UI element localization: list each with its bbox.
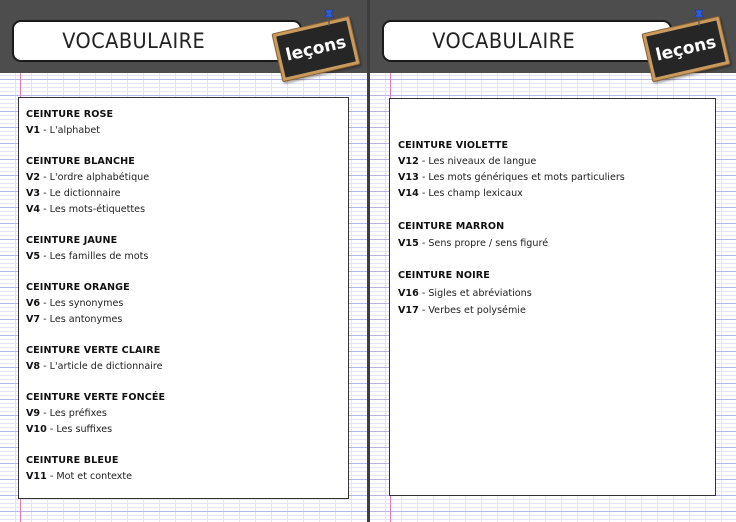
list-item: V1 - L'alphabet	[26, 125, 101, 136]
list-item: V17 - Verbes et polysémie	[398, 305, 526, 316]
list-item: V13 - Les mots génériques et mots particuliers	[398, 172, 625, 183]
section-heading: CEINTURE NOIRE	[398, 270, 490, 281]
lesson-list-box	[389, 98, 716, 496]
list-item: V11 - Mot et contexte	[26, 471, 133, 482]
page-title: VOCABULAIRE	[432, 29, 576, 53]
section-heading: CEINTURE BLANCHE	[26, 156, 135, 167]
lesson-page-right	[370, 0, 736, 522]
chalkboard-label: leçons	[283, 32, 349, 66]
list-item: V16 - Sigles et abréviations	[398, 288, 532, 299]
page-header	[0, 0, 367, 73]
lesson-list-box	[18, 97, 349, 499]
page-header	[370, 0, 736, 73]
page-title: VOCABULAIRE	[62, 29, 206, 53]
section-heading: CEINTURE ORANGE	[26, 282, 130, 293]
list-item: V2 - L'ordre alphabétique	[26, 172, 150, 183]
list-item: V6 - Les synonymes	[26, 298, 124, 309]
pushpin-icon	[322, 8, 336, 26]
pushpin-icon	[692, 8, 706, 26]
list-item: V9 - Les préfixes	[26, 408, 107, 419]
list-item: V5 - Les familles de mots	[26, 251, 149, 262]
list-item: V8 - L'article de dictionnaire	[26, 361, 163, 372]
section-heading: CEINTURE VERTE CLAIRE	[26, 345, 161, 356]
list-item: V12 - Les niveaux de langue	[398, 156, 537, 167]
lesson-page-left	[0, 0, 367, 522]
page-title-box	[12, 20, 302, 62]
chalkboard-label: leçons	[653, 32, 719, 66]
list-item: V14 - Les champ lexicaux	[398, 188, 523, 199]
section-heading: CEINTURE VIOLETTE	[398, 140, 509, 151]
section-heading: CEINTURE JAUNE	[26, 235, 118, 246]
page-title-box	[382, 20, 672, 62]
section-heading: CEINTURE BLEUE	[26, 455, 119, 466]
list-item: V3 - Le dictionnaire	[26, 188, 121, 199]
list-item: V15 - Sens propre / sens figuré	[398, 238, 549, 249]
list-item: V7 - Les antonymes	[26, 314, 123, 325]
section-heading: CEINTURE MARRON	[398, 221, 505, 232]
section-heading: CEINTURE ROSE	[26, 109, 114, 120]
list-item: V10 - Les suffixes	[26, 424, 113, 435]
list-item: V4 - Les mots-étiquettes	[26, 204, 146, 215]
section-heading: CEINTURE VERTE FONCÉE	[26, 392, 166, 403]
